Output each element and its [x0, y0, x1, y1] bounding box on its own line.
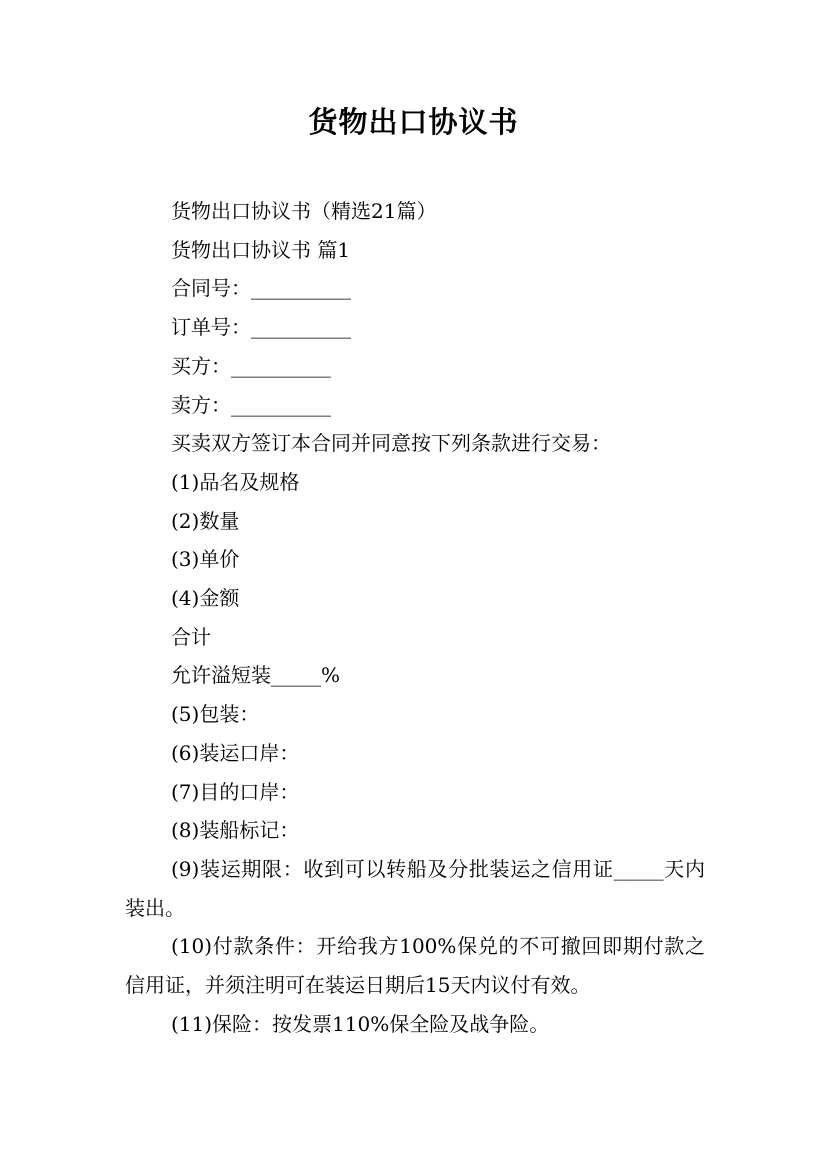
subtitle-line: 货物出口协议书（精选21篇）: [171, 199, 437, 223]
buyer-line: 买方：__________: [171, 353, 331, 378]
order-number-line: 订单号：__________: [171, 315, 351, 340]
clause-insurance: (11)保险：按发票110%保全险及战争险。: [171, 1011, 550, 1036]
seller-line: 卖方：__________: [171, 392, 331, 417]
clause-product-spec: (1)品名及规格: [171, 469, 300, 494]
clause-quantity: (2)数量: [171, 508, 240, 533]
clause-unit-price: (3)单价: [171, 547, 240, 572]
document-title: 货物出口协议书: [308, 105, 519, 139]
agreement-intro-line: 买卖双方签订本合同并同意按下列条款进行交易：: [171, 431, 611, 456]
document-body: [125, 192, 705, 1043]
clause-amount: (4)金额: [171, 586, 240, 611]
clause-shipping-marks: (8)装船标记：: [171, 818, 300, 843]
total-line: 合计: [171, 624, 211, 649]
contract-number-line: 合同号：__________: [171, 276, 351, 301]
clause-payment-terms: (10)付款条件：开给我方100%保兑的不可撤回即期付款之信用证，并须注明可在装运日期后15天内议付有效。: [125, 934, 705, 998]
section-heading: 货物出口协议书 篇1: [171, 237, 351, 262]
tolerance-line: 允许溢短装_____%: [171, 663, 341, 688]
clause-loading-port: (6)装运口岸：: [171, 740, 300, 765]
clause-destination-port: (7)目的口岸：: [171, 779, 300, 804]
clause-packing: (5)包装：: [171, 702, 260, 727]
clause-shipment-period: (9)装运期限：收到可以转船及分批装运之信用证_____天内装出。: [125, 856, 705, 920]
